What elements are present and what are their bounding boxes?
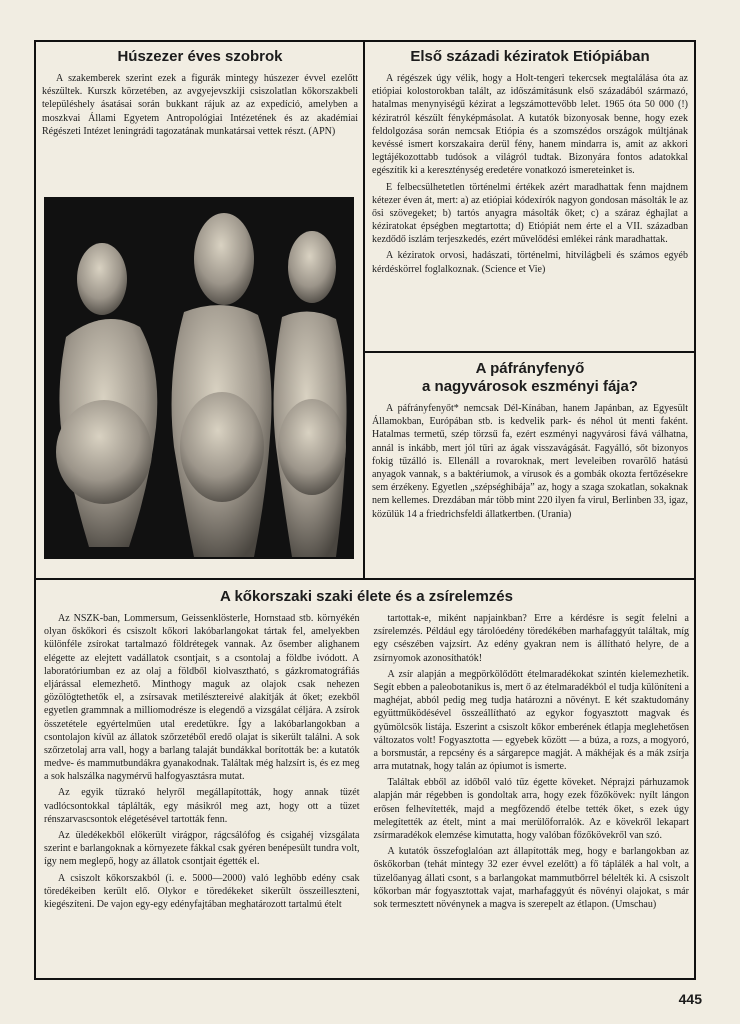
article4-column-right (374, 612, 690, 914)
article4-paragraph: Az NSZK-ban, Lommersum, Geissenklösterle, Hornstaad stb. környékén olyan őskőkori és csiszolt kőkori lakóbarlangokat tártak fel, amelyekben különféle zsírokat tartalmazó földrétegek vannak. Az ősember alighanem elégette az elejtett vadállatok csontjait, s a csontolaj a földbe ivódott. A laboratóriumban ez az olaj a földből kiolvasztható, s gázkromatográfiás eljárással elemezhető. Minthogy maguk az olajok csak nehezen gözölögtethetők el, a zsírsavak metilésztereivé alakítják át őket; ezekből egyetlen grammnak a milliomodrésze is elegendő a vizsgálat céljára. A zsírok összetétele egyértelműen utal eredetükre. Így a lakóbarlangokban a csontolajon kívül az állatok szőrzetéből eredő olajat is sikerült találni. A sok szőrzetolaj arra vall, hogy a barlang talaját bundákkal borították be: a kutatók medve- és mammutbundákra gyanakodnak. Találtak még halzsírt is, és ez meg a sok halszálka nagymérvű halfogyasztásra mutat. (44, 613, 360, 783)
article4-column-left (44, 612, 360, 914)
article4 (44, 588, 689, 976)
article2 (372, 48, 688, 348)
article3-title-line1: A páfrányfenyő (475, 360, 585, 377)
article4-paragraph: Találtak ebből az időből való tűz égette köveket. Néprajzi párhuzamok alapján már régebben is gondoltak arra, hogy ezek főzőkövek: nyílt lángon erősen felhevítették, majd a megfőzendő ételbe tették őket, s ezek úgy melegítették az ételt, mint a mai merülőforralók. Az e kövekről lekapart zsírmaradékok elemzése kimutatta, hogy valóban főzőkövekről van szó. (373, 777, 689, 841)
article3-body (372, 402, 688, 521)
article2-paragraph: A régészek úgy vélik, hogy a Holt-tengeri tekercsek megtalálása óta az etiópiai kolostorokban talált, az időszámításunk első századából származó, hatalmas menynyiségű kézirat a legszámottevőbb lelet. 1965 óta 50 000 (!) kéziratról készült fényképmásolat. A kutatók bizonyosak benne, hogy ezek feldolgozása során nemcsak Etiópia és a szomszédos országok múltjának kevéssé ismert korszakaira derül fény, hanem mindarra is, amit az akkori legtájékozottabb tudósok a világról tudtak. Bizonyára fontos adatokkal egészítik ki a kereszténység eredetére vonatkozó ismereteinket is. (372, 73, 688, 177)
article3-title (372, 360, 688, 396)
article4-columns (44, 612, 689, 914)
article1-paragraph: A szakemberek szerint ezek a figurák mintegy húszezer évvel ezelőtt készültek. Kurszk körzetében, az avgyejevszkiji csiszolatlan kőkorszakbeli településhely ásatásai során bukkant rájuk az az expedíció, amelyben a moszkvai Állami Egyetem Antropológiai Intézetének és az akadémiai Régészeti Intézet leningrádi tagozatának munkatársai vettek részt. (APN) (42, 73, 358, 137)
article2-title: Első századi kéziratok Etiópiában (410, 48, 650, 65)
article2-paragraph: E felbecsülhetetlen történelmi értékek azért maradhattak fenn majdnem kétezer éven át, mert: a) az etiópiai kódexírók nagyon gondosan másolták le az ősi szövegeket; b) tartós anyagra másolták őket; c) a száraz éghajlat a kéziratokat épségben megtartotta; d) Etiópiát nem érte el a VII. században kezdődő iszlám terjeszkedés, ezért művelődési emlékei ránk maradhattak. (372, 181, 688, 246)
figurines-icon (44, 197, 354, 559)
page-number: 445 (678, 991, 702, 1007)
venus-figurines-photo (44, 197, 354, 559)
article2-body (372, 72, 688, 276)
article4-paragraph: A kutatók összefoglalóan azt állapították meg, hogy e barlangokban az őskőkorban (tehát mintegy 32 ezer évvel ezelőtt) a fő táplálék a hal volt, a tüzelőanyag állati csont, s a barlangokat mammutbőrrel bélelték ki. A csiszolt kőkorban már fogyasztottak vajat, marhafaggyút és növényi olajokat, s már sok termesztett növénynek a magva is szerepelt az étlapon. (Umschau) (373, 846, 689, 910)
article3-paragraph: A páfrányfenyőt* nemcsak Dél-Kínában, hanem Japánban, az Egyesült Államokban, Európában stb. is kedvelik park- és néhol út menti faként. Hatalmas termetű, szép törzsű fa, ezért eszményi nagyvárosi fává válhatna, annál is inkább, mert jól tűri az ágak visszavágását. Fagyálló, sőt bizonyos fokig tűzálló is. Ellenáll a rovaroknak, mert leveleiben rovarölő hatású anyagok vannak, s a baktériumok, a vírusok és a gombák okozta fertőzésekre sem érzékeny. Egyetlen „szépséghibája” az, hogy a szaga szokatlan, sokaknak nem kellemes. Drezdában már több mint 220 ilyen fa virul, Berlinben 33, igaz, közülük 14 a friedrichsfeldi állatkertben. (Urania) (372, 403, 688, 520)
article4-paragraph: A csiszolt kőkorszakból (i. e. 5000—2000) való leghöbb edény csak töredékeiben került elő. Olykor e töredékeket sikerült összeilleszteni, kiegészíteni. De vajon egy-egy edényfajtában meghatározott tartalmú ételt (44, 872, 360, 910)
article1-body (42, 72, 358, 138)
article3-title-line2: a nagyvárosok eszményi fája? (422, 378, 638, 395)
article4-title: A kőkorszaki szaki élete és a zsírelemzés (220, 588, 513, 605)
article4-paragraph: A zsír alapján a megpörkölődött ételmaradékokat szintén kielemezhetik. Segít ebben a paleobotanikus is, mert ő az ételmaradékból el tudja különíteni a maghéjat, abból pedig meg tudja határozni a növényt. E két szaktudomány együttműködésével összeállítható az egykor fogyasztott magvak és gyümölcsök listája. Eszerint a csiszolt kőkor emberének étlapja meglehetősen változatos volt! Fogyasztotta — egyebek között — a búza, a rozs, a mogyoró, a borsmustár, a repcsény és a sárgarepce magját. A mákhéjak és a mák zsírja arra mutatnak, hogy talán az ópiumot is ismerte. (373, 668, 689, 773)
article2-paragraph: A kéziratok orvosi, hadászati, történelmi, hitvilágbeli és számos egyéb kérdéskörrel foglalkoznak. (Science et Vie) (372, 250, 688, 275)
article3 (372, 360, 688, 575)
article4-paragraph: tartottak-e, miként napjainkban? Erre a kérdésre is segít felelni a zsírelemzés. Például egy tárolóedény töredékében marhafaggyút találtak, míg egy csészében vajzsírt. Az edény gyakran nem is állítható helyre, de a zsírnyomok azonosíthatók! (373, 613, 689, 664)
article4-paragraph: Az üledékekből előkerült virágpor, rágcsálófog és csigahéj vizsgálata szerint e barlangoknak a környezete fákkal csak gyéren benépesült tundra volt, így nem meglepő, hogy az állatok csontjait égették el. (44, 830, 360, 868)
article4-paragraph: Az egyik tűzrakó helyről megállapították, hogy annak tüzét vadlócsontokkal táplálták, egy másikról meg azt, hogy ott a tüzet rénszarvascsontok elégetésével tartották fenn. (44, 787, 360, 825)
article1-title: Húszezer éves szobrok (117, 48, 283, 65)
article1 (42, 48, 358, 193)
